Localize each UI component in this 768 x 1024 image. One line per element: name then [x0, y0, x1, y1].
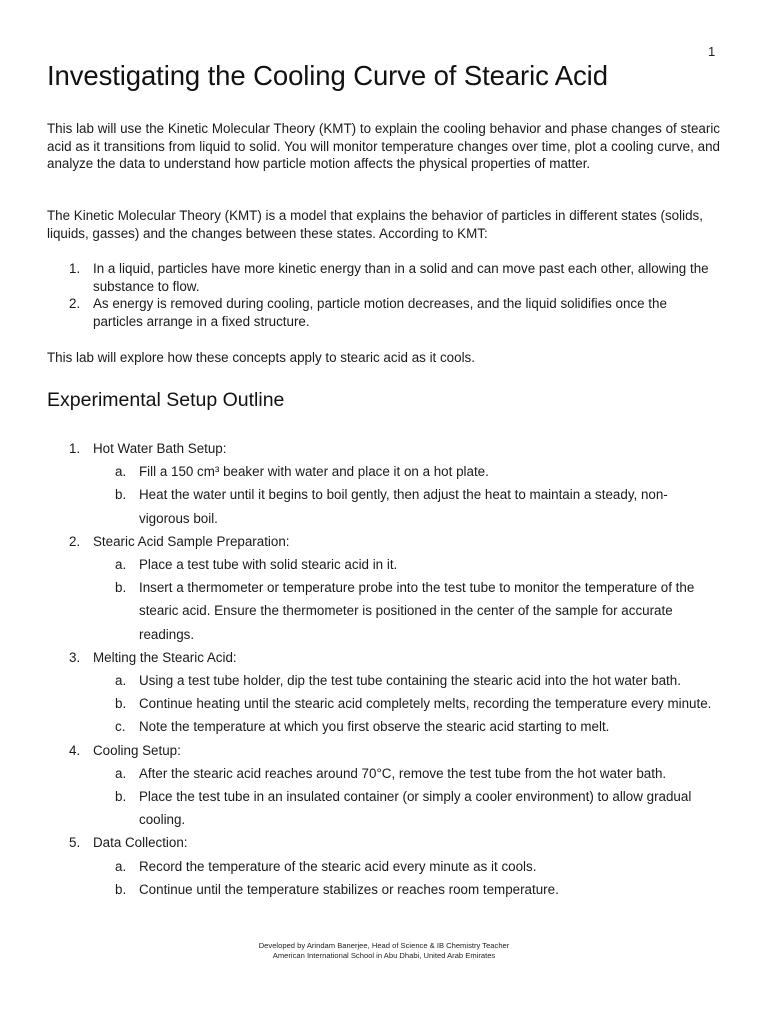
outline-substep — [47, 715, 720, 738]
page-footer — [0, 941, 768, 961]
outline-substep — [47, 762, 720, 785]
step-number: 1. — [69, 441, 81, 456]
kmt-intro-paragraph: The Kinetic Molecular Theory (KMT) is a model that explains the behavior of particles in different states (solids, liquids, gasses) and the changes between these states. According to KMT: — [47, 208, 703, 241]
substep-text: Place a test tube with solid stearic acid in it. — [139, 557, 398, 573]
outline-step — [47, 739, 720, 762]
outline-substep — [47, 483, 720, 529]
step-title: Hot Water Bath Setup: — [93, 441, 227, 456]
kmt-item-text: In a liquid, particles have more kinetic energy than in a solid and can move past each other, allowing the substance to flow. — [93, 261, 709, 294]
setup-outline-list — [47, 437, 720, 901]
substep-letter: b. — [115, 696, 127, 712]
outline-substep — [47, 669, 720, 692]
kmt-item-text: As energy is removed during cooling, particle motion decreases, and the liquid solidifies once the particles arrange in a fixed structure. — [93, 296, 667, 329]
kmt-list — [47, 260, 720, 330]
page-title: Investigating the Cooling Curve of Stearic Acid — [47, 60, 608, 91]
step-number: 2. — [69, 533, 81, 549]
substep-text: Heat the water until it begins to boil gently, then adjust the heat to maintain a steady, non-vigorous boil. — [139, 487, 668, 526]
outline-substep — [47, 460, 720, 483]
substep-letter: b. — [115, 789, 127, 805]
kmt-item-number: 1. — [69, 261, 81, 276]
substep-text: After the stearic acid reaches around 70°C, remove the test tube from the hot water bath. — [139, 765, 667, 781]
substep-letter: a. — [115, 464, 127, 480]
kmt-item-number: 2. — [69, 296, 81, 311]
substep-text: Using a test tube holder, dip the test tube containing the stearic acid into the hot water bath. — [139, 673, 681, 689]
step-title: Data Collection: — [93, 835, 188, 851]
kmt-list-item — [47, 295, 720, 330]
kmt-list-item — [47, 260, 720, 295]
outline-substep — [47, 878, 720, 901]
step-title: Cooling Setup: — [93, 742, 181, 758]
outline-step — [47, 831, 720, 854]
step-number: 5. — [69, 835, 81, 851]
outline-substep — [47, 553, 720, 576]
step-number: 4. — [69, 742, 81, 758]
page-number: 1 — [708, 44, 716, 59]
substep-text: Record the temperature of the stearic acid every minute as it cools. — [139, 858, 537, 874]
substep-letter: a. — [115, 765, 127, 781]
outline-step — [47, 530, 720, 553]
outline-step — [47, 437, 720, 460]
substep-letter: b. — [115, 580, 127, 596]
footer-school-line: American International School in Abu Dhabi, United Arab Emirates — [272, 951, 496, 960]
substep-text: Fill a 150 cm³ beaker with water and place it on a hot plate. — [139, 464, 489, 480]
outline-substep — [47, 576, 720, 646]
substep-letter: c. — [115, 719, 126, 735]
outline-substep — [47, 855, 720, 878]
substep-letter: a. — [115, 557, 127, 573]
step-number: 3. — [69, 649, 81, 665]
step-title: Melting the Stearic Acid: — [93, 649, 237, 665]
substep-letter: a. — [115, 673, 127, 689]
substep-text: Insert a thermometer or temperature probe into the test tube to monitor the temperature of the stearic acid. Ensure the thermometer is positioned in the center of the sample for accurate readings. — [139, 580, 695, 642]
outline-substep — [47, 692, 720, 715]
intro-paragraph: This lab will use the Kinetic Molecular Theory (KMT) to explain the cooling behavior and phase changes of stearic acid as it transitions from liquid to solid. You will monitor temperature changes over time, plot a cooling curve, and analyze the data to understand how particle motion affects the physical properties of matter. — [47, 121, 720, 171]
substep-letter: b. — [115, 487, 127, 503]
outline-substep — [47, 785, 720, 831]
step-title: Stearic Acid Sample Preparation: — [93, 533, 290, 549]
outline-step — [47, 646, 720, 669]
substep-letter: a. — [115, 858, 127, 874]
substep-text: Note the temperature at which you first observe the stearic acid starting to melt. — [139, 719, 610, 735]
substep-text: Continue heating until the stearic acid completely melts, recording the temperature every minute. — [139, 696, 712, 712]
substep-text: Place the test tube in an insulated container (or simply a cooler environment) to allow gradual cooling. — [139, 789, 692, 828]
section-heading-setup: Experimental Setup Outline — [47, 389, 285, 411]
explore-paragraph: This lab will explore how these concepts apply to stearic acid as it cools. — [47, 350, 475, 365]
footer-credit-line: Developed by Arindam Banerjee, Head of Science & IB Chemistry Teacher — [258, 941, 510, 950]
substep-text: Continue until the temperature stabilizes or reaches room temperature. — [139, 881, 559, 897]
substep-letter: b. — [115, 881, 127, 897]
